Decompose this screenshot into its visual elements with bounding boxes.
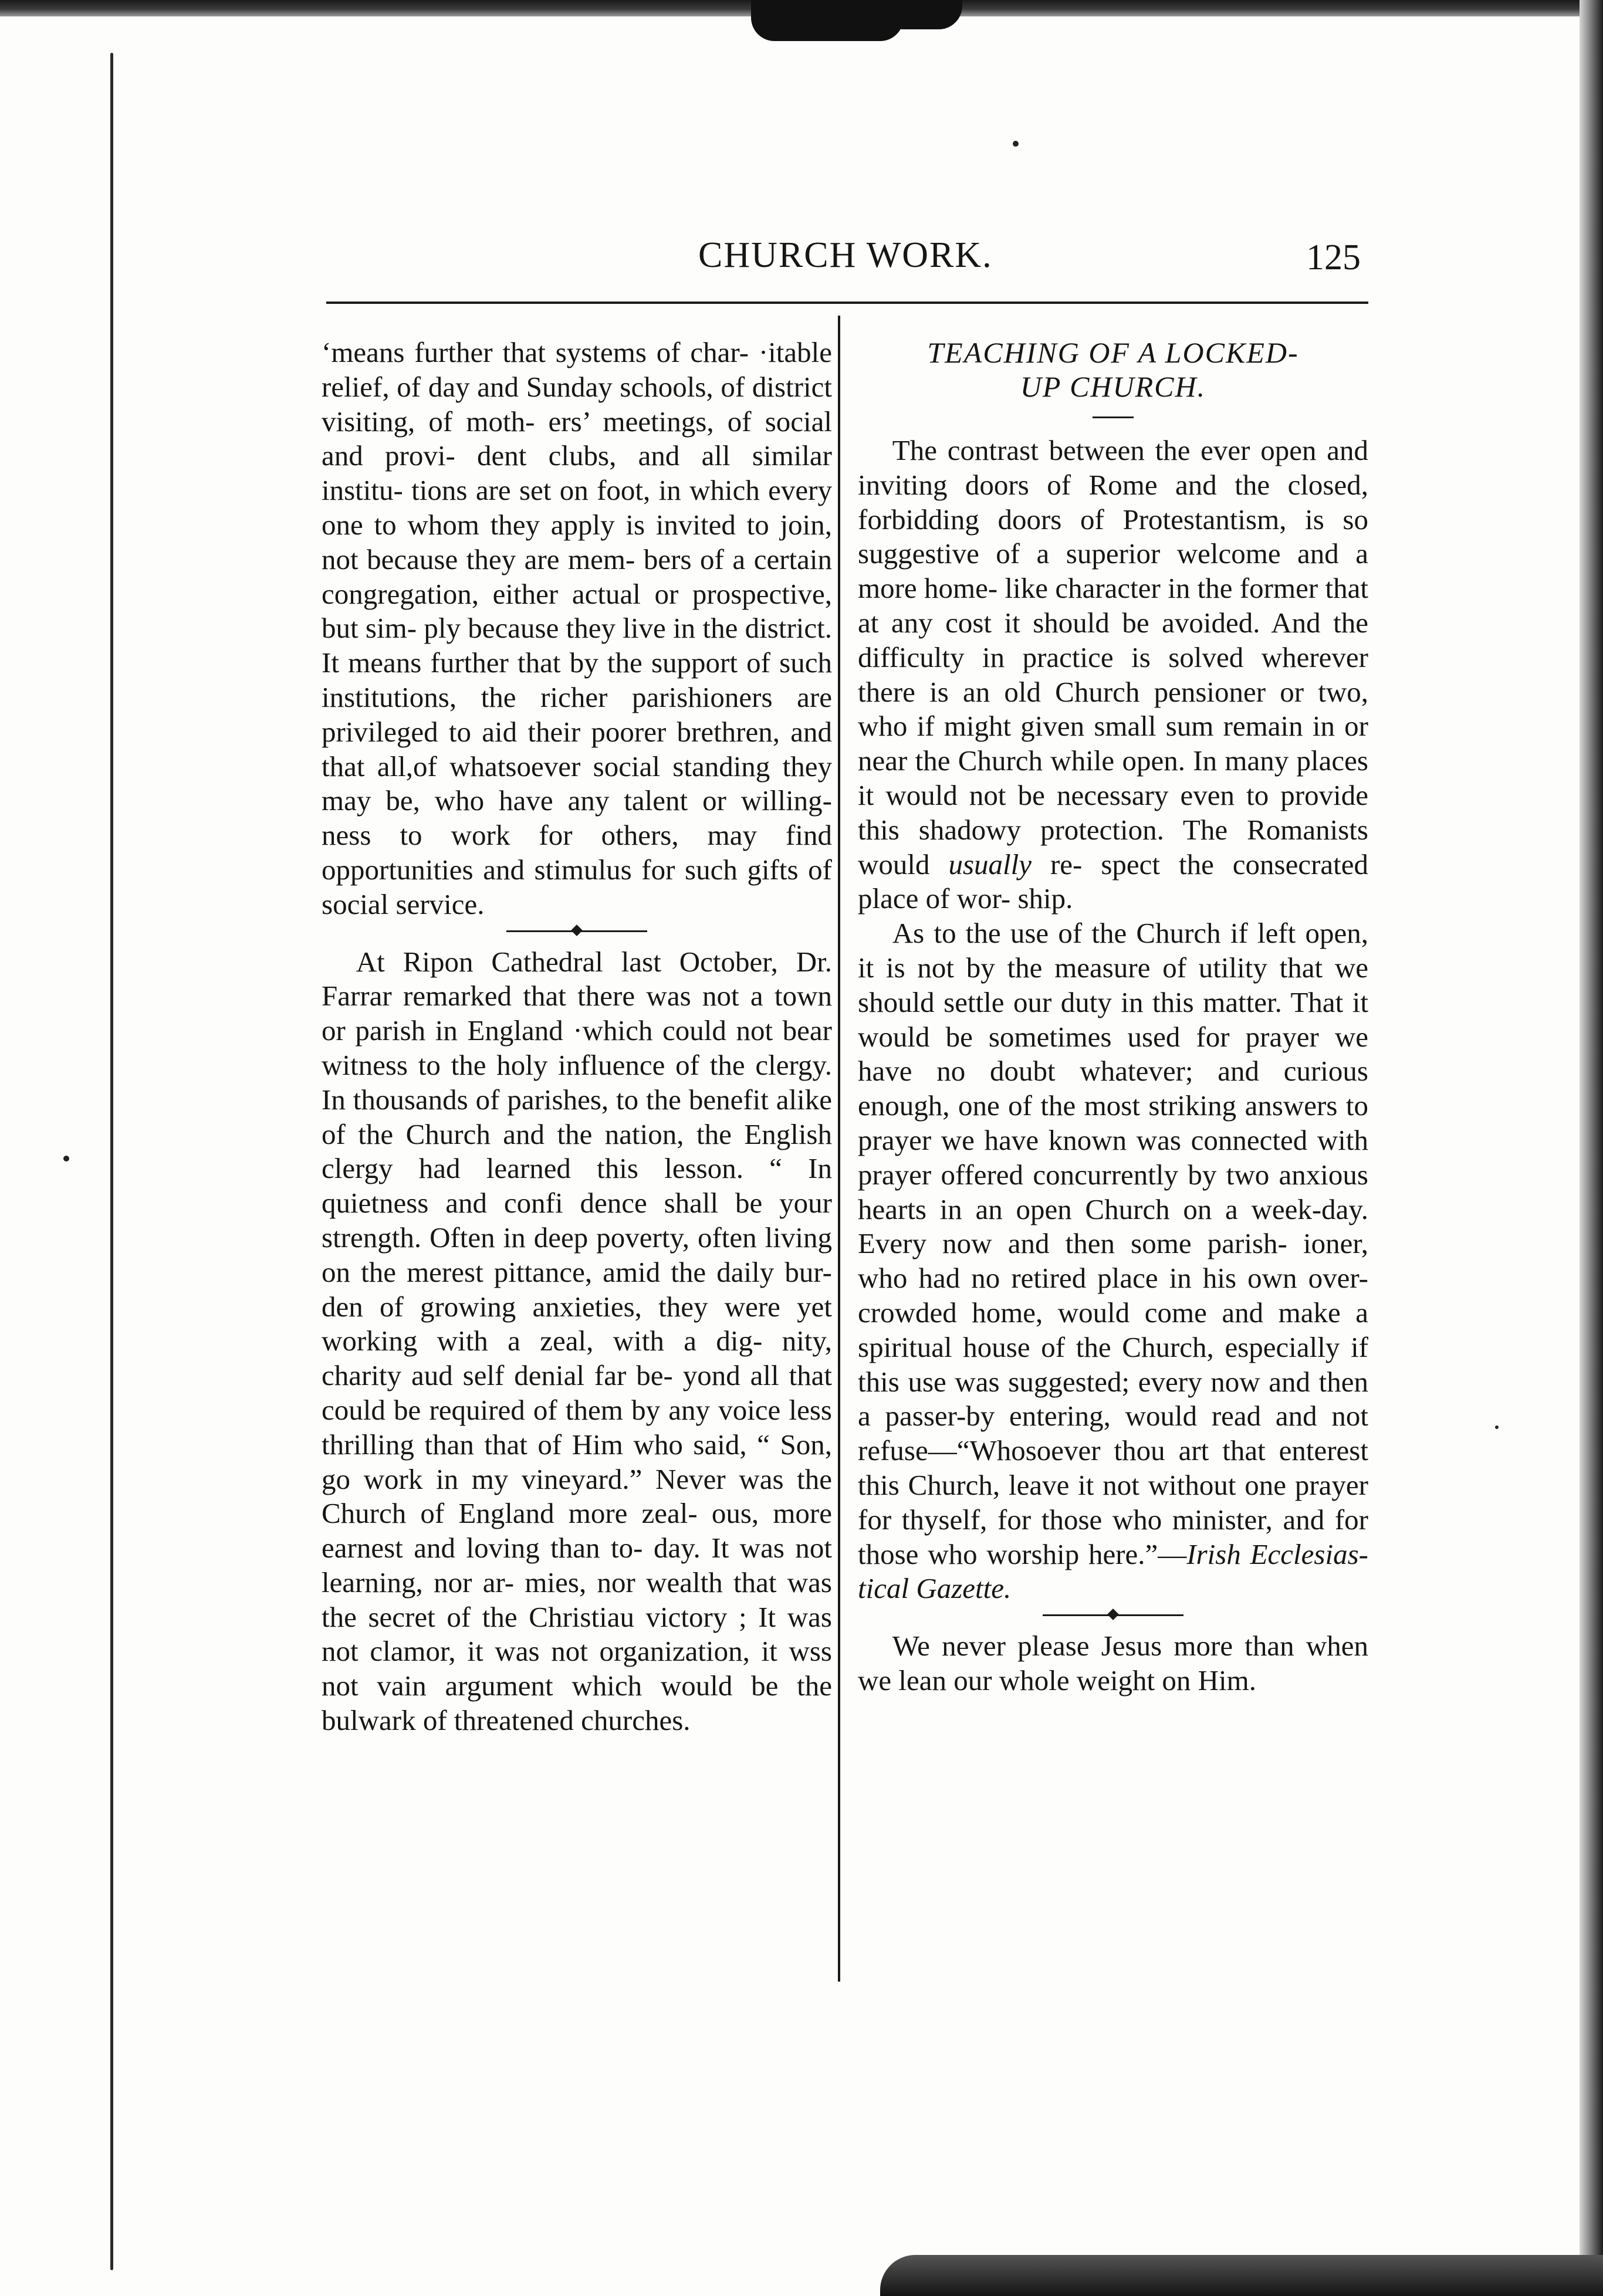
paragraph-text: The contrast between the ever open and inviting doors of Rome and the closed, forbidding doors of Protestantism, is so suggestive of a superior welcome and a more home- like character in the former that at any cost it should be avoided. And the difficulty in practice is solved wherever there is an old Church pensioner or two, who if might given small sum remain in or near the Church while open. In many places it would not be necessary even to provide this shadowy protection. The Romanists would: [858, 434, 1368, 881]
article-title: [858, 336, 1368, 404]
page-number: 125: [1306, 238, 1361, 277]
paragraph: [858, 434, 1368, 916]
scan-speck: [63, 1156, 69, 1161]
scan-artifact: [880, 0, 962, 29]
diamond-ornament-icon: [571, 925, 583, 936]
article-title-line: TEACHING OF A LOCKED-: [927, 336, 1299, 369]
title-rule: [1093, 416, 1134, 418]
article-title-line: UP CHURCH.: [1020, 370, 1206, 403]
scan-speck: [1495, 1425, 1499, 1429]
paragraph: We never please Jesus more than when we lean our whole weight on Him.: [858, 1630, 1368, 1696]
section-divider: [1043, 1614, 1183, 1616]
column-rule: [838, 316, 840, 1982]
running-title: CHURCH WORK.: [698, 235, 993, 275]
left-column: [322, 336, 832, 1738]
paragraph: [858, 916, 1368, 1606]
section-divider: [506, 930, 647, 932]
right-column: [858, 336, 1368, 1698]
scan-edge-right: [1580, 0, 1603, 2296]
source-citation: Irish Ecclesias- tical Gazette.: [858, 1538, 1368, 1605]
paragraph-text: re- spect the consecrated place of wor- ship.: [858, 848, 1369, 915]
header-rule: [326, 302, 1368, 304]
diamond-ornament-icon: [1107, 1608, 1119, 1620]
paragraph: ‘means further that systems of char- ·itable relief, of day and Sunday schools, of district visiting, of moth- ers’ meetings, of social and provi- dent clubs, and all similar institu- tions are set on foot, in which every one to whom they apply is invited to join, not because they are mem- bers of a certain congregation, either actual or prospective, but sim- ply because they live in the district. It means further that by the support of such institutions, the richer parishioners are privileged to aid their poorer brethren, and that all,of whatsoever social standing they may be, who have any talent or willing- ness to work for others, may find opportunities and stimulus for such gifts of social service.: [322, 336, 832, 920]
paragraph: At Ripon Cathedral last October, Dr. Farrar remarked that there was not a town or parish in England ·which could not bear witness to the holy influence of the clergy. In thousands of parishes, to the benefit alike of the Church and the nation, the English clergy had learned this lesson. “ In quietness and confi dence shall be your strength. Often in deep poverty, often living on the merest pittance, amid the daily bur- den of growing anxieties, they were yet working with a zeal, with a dig- nity, charity aud self denial far be- yond all that could be required of them by any voice less thrilling than that of Him who said, “ Son, go work in my vineyard.” Never was the Church of England more zeal- ous, more earnest and loving than to- day. It was not learning, nor ar- mies, nor wealth that was the secret of the Christiau victory ; It was not clamor, it was not organization, it wss not vain argument which would be the bulwark of threatened churches.: [322, 945, 832, 1737]
emphasis-text: usually: [948, 848, 1032, 881]
scan-edge-left: [110, 53, 113, 2270]
paragraph-text: As to the use of the Church if left open, it is not by the measure of utility that we should settle our duty in this matter. That it would be sometimes used for prayer we have no doubt whatever; and curious enough, one of the most striking answers to prayer we have known was connected with prayer offered concurrently by two anxious hearts in an open Church on a week-day. Every now and then some parish- ioner, who had no retired place in his own over-crowded home, would come and make a spiritual house of the Church, especially if this use was suggested; every now and then a passer-by entering, would read and not refuse—“Whosoever thou art that enterest this Church, leave it not without one prayer for thyself, for those who minister, and for those who worship here.”—: [858, 917, 1368, 1570]
scan-edge-bottom: [880, 2255, 1603, 2296]
scan-speck: [1013, 141, 1019, 147]
